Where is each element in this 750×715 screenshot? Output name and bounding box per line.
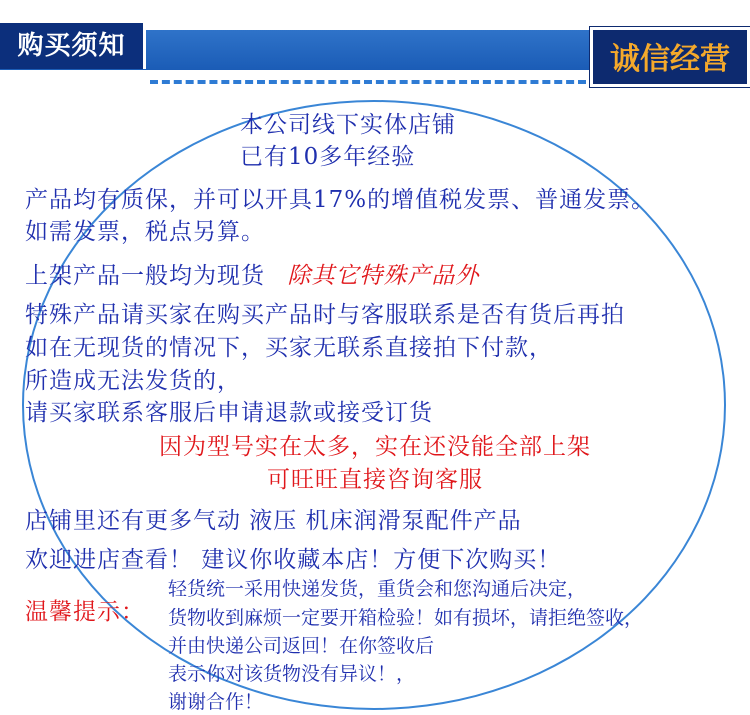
special-products-exception: 除其它特殊产品外 [287,263,480,289]
purchase-notice-title: 购买须知 [0,23,146,69]
integrity-badge: 诚信经营 [590,27,750,87]
invoice-tax-note: 如需发票，税点另算。 [25,219,265,245]
tip-line: 货物收到麻烦一定要开箱检验！如有损坏，请拒绝签收， [168,607,644,629]
store-experience-line-2: 已有10多年经验 [240,144,416,170]
special-products-line: 特殊产品请买家在购买产品时与客服联系是否有货后再拍 [25,302,625,328]
refund-line: 请买家联系客服后申请退款或接受订货 [25,400,433,426]
warm-tips-label: 温馨提示： [25,599,145,625]
tip-line: 谢谢合作！ [168,691,264,713]
stock-text: 上架产品一般均为现货 [25,263,265,289]
header-dashed-divider [150,80,586,84]
welcome-line: 欢迎进店查看！ 建议你收藏本店！方便下次购买！ [25,547,562,573]
tip-line: 并由快递公司返回！在你签收后 [168,635,435,657]
more-products-line: 店铺里还有更多气动 液压 机床润滑泵配件产品 [25,508,522,534]
too-many-models-line: 因为型号实在太多，实在还没能全部上架 [159,434,591,460]
tip-line: 轻货统一采用快递发货，重货会和您沟通后决定， [168,578,587,600]
store-experience-line-1: 本公司线下实体店铺 [240,112,456,138]
no-stock-line: 如在无现货的情况下，买家无联系直接拍下付款， [25,335,553,361]
warranty-invoice-line: 产品均有质保，并可以开具17%的增值税发票、普通发票。 [25,187,656,213]
cannot-ship-line: 所造成无法发货的， [25,368,241,394]
tip-line: 表示你对该货物没有异议！， [168,663,416,685]
contact-service-line: 可旺旺直接咨询客服 [267,467,483,493]
stock-line [25,257,479,290]
